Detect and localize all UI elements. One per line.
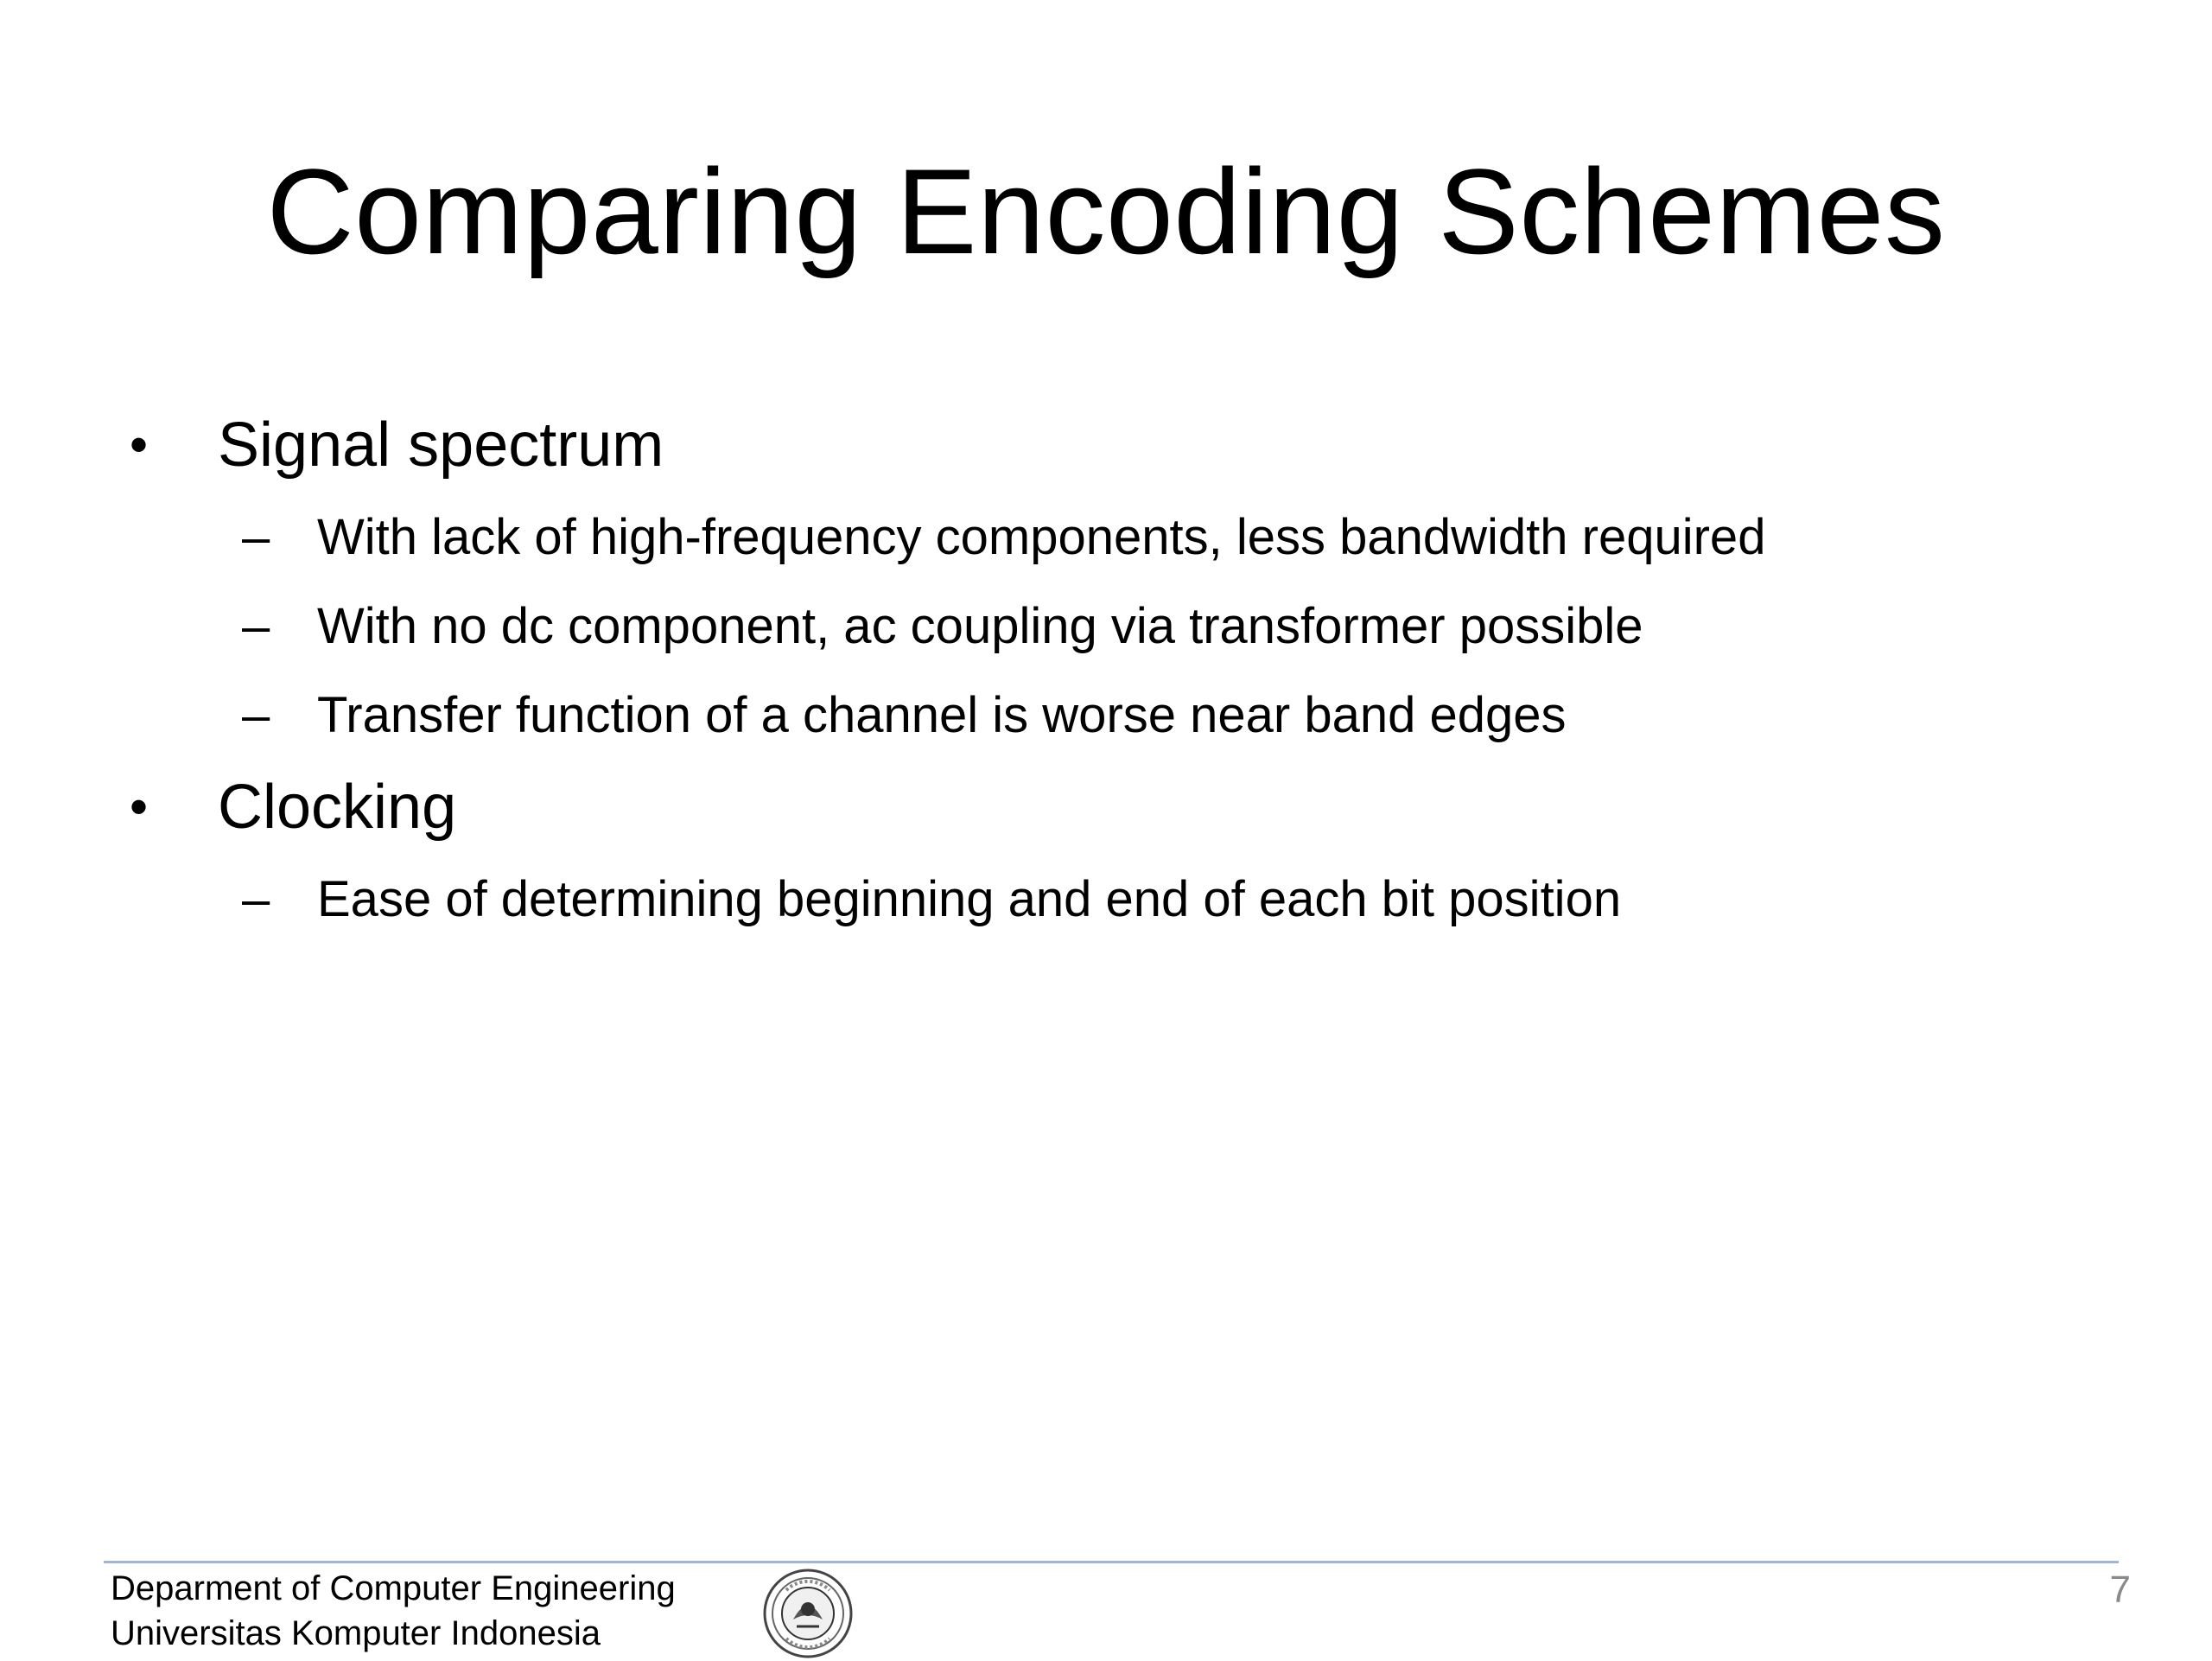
slide-title: Comparing Encoding Schemes [266, 143, 1946, 279]
bullet-item [130, 760, 2117, 855]
sub-bullet-text: Transfer function of a channel is worse near band edges [317, 687, 1567, 743]
bullet-icon: • [130, 416, 149, 474]
sub-bullet-text: With no dc component, ac coupling via transformer possible [317, 598, 1643, 654]
bullet-item [130, 398, 2117, 493]
sub-bullet-item [130, 671, 2117, 760]
bullet-icon: • [130, 778, 149, 836]
dash-icon: – [242, 598, 270, 654]
dash-icon: – [242, 871, 270, 927]
footer-line-university: Universitas Komputer Indonesia [111, 1614, 601, 1652]
bullet-list [130, 398, 2117, 944]
footer-department [111, 1566, 676, 1656]
footer-divider [104, 1561, 2119, 1563]
bullet-text: Clocking [218, 773, 457, 842]
sub-bullet-item [130, 582, 2117, 671]
dash-icon: – [242, 687, 270, 743]
sub-bullet-item [130, 855, 2117, 944]
bullet-text: Signal spectrum [218, 410, 664, 480]
sub-bullet-item [130, 493, 2117, 582]
sub-bullet-text: Ease of determining beginning and end of each bit position [317, 871, 1622, 927]
footer-line-department: Deparment of Computer Engineering [111, 1569, 676, 1607]
university-seal-icon [760, 1566, 855, 1661]
dash-icon: – [242, 509, 270, 565]
page-number: 7 [2109, 1569, 2131, 1611]
sub-bullet-text: With lack of high-frequency components, less bandwidth required [317, 509, 1766, 565]
